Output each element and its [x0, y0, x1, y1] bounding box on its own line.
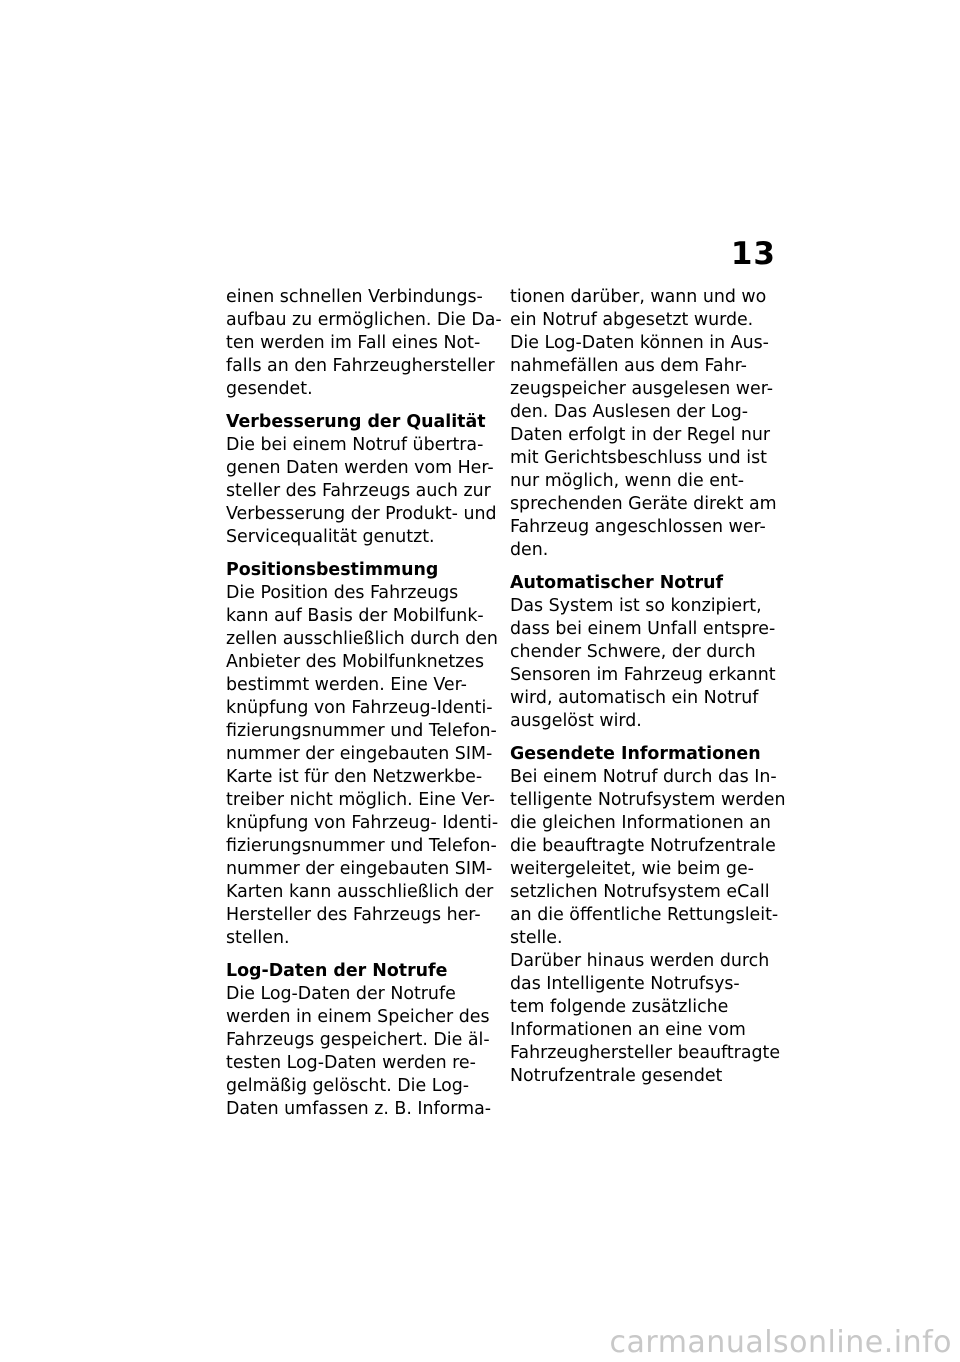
text-line: Daten erfolgt in der Regel nur: [510, 425, 771, 445]
text-line: nummer der eingebauten SIM-: [226, 744, 493, 764]
text-line: das Intelligente Notrufsys-: [510, 974, 740, 994]
section-heading: Gesendete Informationen: [510, 744, 761, 764]
section: [510, 572, 778, 733]
text-line: mit Gerichtsbeschluss und ist: [510, 448, 767, 468]
text-line: Das System ist so konzipiert,: [510, 596, 762, 616]
text-column-left: [226, 286, 502, 1131]
text-line: gelmäßig gelöscht. Die Log-: [226, 1076, 470, 1096]
text-line: Daten umfassen z. B. Informa-: [226, 1099, 492, 1119]
text-column-right: [510, 286, 786, 1098]
text-line: stellen.: [226, 928, 290, 948]
text-line: die beauftragte Notrufzentrale: [510, 836, 776, 856]
text-line: kann auf Basis der Mobilfunk-: [226, 606, 484, 626]
text-line: wird, automatisch ein Notruf: [510, 688, 759, 708]
paragraph: [226, 286, 502, 401]
text-line: chender Schwere, der durch: [510, 642, 756, 662]
text-line: den. Das Auslesen der Log-: [510, 402, 749, 422]
text-line: knüpfung von Fahrzeug- Identi-: [226, 813, 499, 833]
text-line: werden in einem Speicher des: [226, 1007, 490, 1027]
page-number: 13: [730, 236, 776, 272]
text-line: zeugspeicher ausgelesen wer-: [510, 379, 774, 399]
section-heading: Log-Daten der Notrufe: [226, 961, 448, 981]
text-line: Notrufzentrale gesendet: [510, 1066, 723, 1086]
text-line: ausgelöst wird.: [510, 711, 642, 731]
section: [510, 743, 786, 1088]
text-line: nummer der eingebauten SIM-: [226, 859, 493, 879]
text-line: einen schnellen Verbindungs-: [226, 287, 483, 307]
text-line: Anbieter des Mobilfunknetzes: [226, 652, 485, 672]
text-line: testen Log-Daten werden re-: [226, 1053, 476, 1073]
paragraph: [510, 286, 778, 562]
text-line: Fahrzeugs gespeichert. Die äl-: [226, 1030, 490, 1050]
text-line: Karte ist für den Netzwerkbe-: [226, 767, 483, 787]
text-line: Die bei einem Notruf übertra-: [226, 435, 484, 455]
text-line: Darüber hinaus werden durch: [510, 951, 770, 971]
text-line: die gleichen Informationen an: [510, 813, 771, 833]
text-line: Die Log-Daten können in Aus-: [510, 333, 769, 353]
text-line: fizierungsnummer und Telefon-: [226, 836, 497, 856]
text-line: fizierungsnummer und Telefon-: [226, 721, 497, 741]
text-line: Sensoren im Fahrzeug erkannt: [510, 665, 776, 685]
section-heading: Automatischer Notruf: [510, 573, 724, 593]
watermark: carmanualsonline.info: [609, 1325, 952, 1360]
text-line: dass bei einem Unfall entspre-: [510, 619, 776, 639]
text-line: Die Log-Daten der Notrufe: [226, 984, 456, 1004]
text-line: Fahrzeug angeschlossen wer-: [510, 517, 766, 537]
text-line: Karten kann ausschließlich der: [226, 882, 494, 902]
text-line: Fahrzeughersteller beauftragte: [510, 1043, 781, 1063]
text-line: ein Notruf abgesetzt wurde.: [510, 310, 754, 330]
text-line: genen Daten werden vom Her-: [226, 458, 494, 478]
text-line: bestimmt werden. Eine Ver-: [226, 675, 467, 695]
text-line: telligente Notrufsystem werden: [510, 790, 786, 810]
text-line: nahmefällen aus dem Fahr-: [510, 356, 747, 376]
text-line: zellen ausschließlich durch den: [226, 629, 498, 649]
text-line: Bei einem Notruf durch das In-: [510, 767, 777, 787]
text-line: sprechenden Geräte direkt am: [510, 494, 777, 514]
section: [226, 411, 497, 549]
section-heading: Verbesserung der Qualität: [226, 412, 486, 432]
text-line: setzlichen Notrufsystem eCall: [510, 882, 770, 902]
text-line: Hersteller des Fahrzeugs her-: [226, 905, 481, 925]
section: [226, 559, 499, 950]
text-line: weitergeleitet, wie beim ge-: [510, 859, 754, 879]
text-line: gesendet.: [226, 379, 313, 399]
text-line: knüpfung von Fahrzeug-Identi-: [226, 698, 493, 718]
text-line: den.: [510, 540, 549, 560]
text-line: treiber nicht möglich. Eine Ver-: [226, 790, 495, 810]
text-line: steller des Fahrzeugs auch zur: [226, 481, 491, 501]
section: [226, 960, 494, 1121]
text-line: falls an den Fahrzeughersteller: [226, 356, 495, 376]
text-line: tionen darüber, wann und wo: [510, 287, 767, 307]
text-line: Informationen an eine vom: [510, 1020, 746, 1040]
text-line: Die Position des Fahrzeugs: [226, 583, 459, 603]
text-line: tem folgende zusätzliche: [510, 997, 729, 1017]
text-line: nur möglich, wenn die ent-: [510, 471, 745, 491]
text-line: an die öffentliche Rettungsleit-: [510, 905, 779, 925]
text-line: ten werden im Fall eines Not-: [226, 333, 481, 353]
text-line: stelle.: [510, 928, 563, 948]
section-heading: Positionsbestimmung: [226, 560, 439, 580]
text-line: Verbesserung der Produkt- und: [226, 504, 497, 524]
text-line: aufbau zu ermöglichen. Die Da-: [226, 310, 502, 330]
text-line: Servicequalität genutzt.: [226, 527, 435, 547]
